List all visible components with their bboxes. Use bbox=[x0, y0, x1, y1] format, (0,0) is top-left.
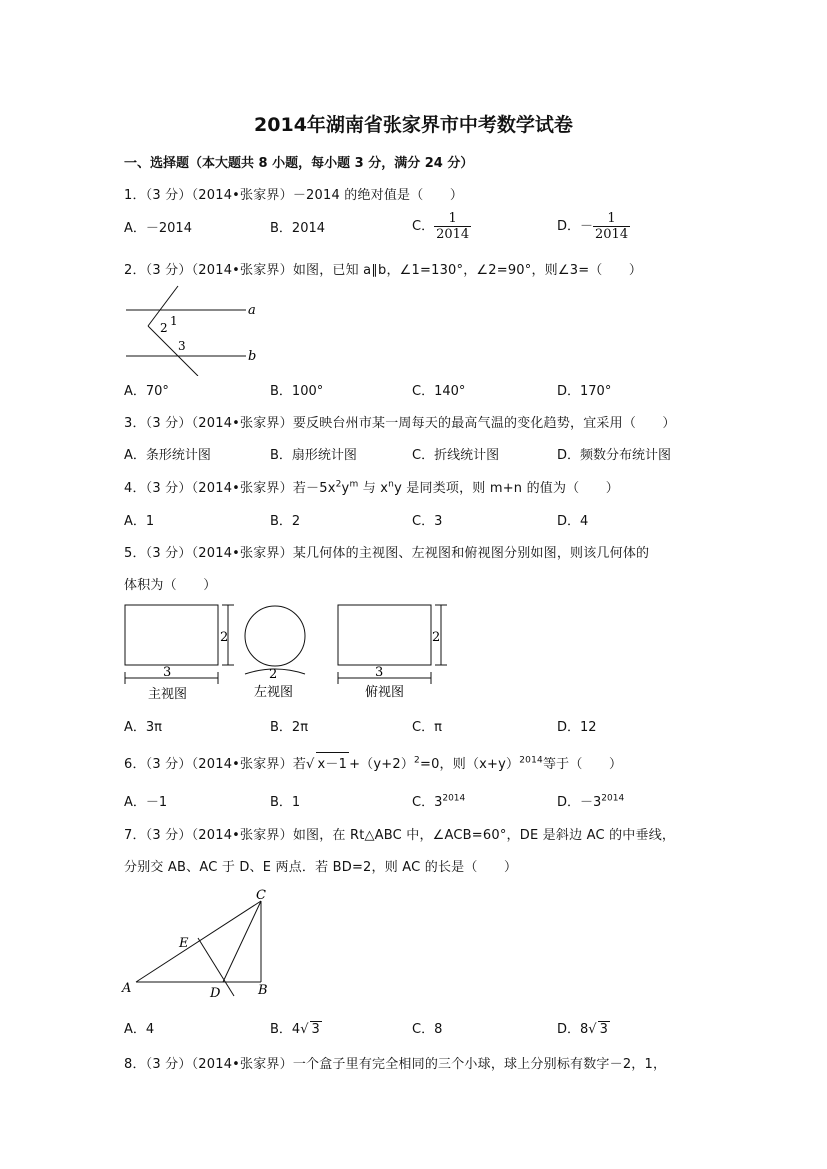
option-c bbox=[412, 211, 471, 242]
exponent: 2014 bbox=[601, 793, 625, 804]
option-c: C．3 bbox=[412, 514, 443, 529]
numerator: 1 bbox=[607, 211, 616, 226]
question-2 bbox=[124, 259, 642, 278]
option-d: D．4 bbox=[557, 514, 589, 529]
option-d bbox=[557, 211, 630, 242]
question-number: 2． bbox=[124, 263, 146, 278]
question-number: 5． bbox=[124, 546, 146, 561]
dim-label: 2 bbox=[432, 630, 441, 645]
option-a: A．3π bbox=[124, 720, 162, 735]
dim-label: 3 bbox=[163, 665, 172, 680]
three-views-figure bbox=[118, 598, 448, 702]
label-b: b bbox=[248, 349, 257, 364]
question-text: y bbox=[341, 481, 350, 496]
exponent: 2014 bbox=[442, 793, 466, 804]
transversal-2 bbox=[148, 326, 198, 376]
option-c: C．8 bbox=[412, 1022, 443, 1037]
option-b: B．2π bbox=[270, 720, 309, 735]
question-text: （3 分）（2014•张家界）若 bbox=[145, 757, 307, 772]
question-text: =0，则（x+y） bbox=[419, 757, 520, 772]
label-D: D bbox=[210, 986, 221, 1001]
label-B: B bbox=[258, 983, 268, 998]
question-7 bbox=[124, 824, 675, 843]
option-d: D．170° bbox=[557, 384, 612, 399]
label-angle-1: 1 bbox=[170, 314, 178, 328]
option-c: C．π bbox=[412, 720, 442, 735]
page-title: 2014年湖南省张家界市中考数学试卷 bbox=[254, 114, 573, 136]
label-a: a bbox=[248, 303, 256, 318]
question-text: y 是同类项，则 m+n 的值为（ ） bbox=[394, 481, 619, 496]
label-A: A bbox=[122, 981, 132, 996]
question-text: 等于（ ） bbox=[542, 757, 623, 772]
numerator: 1 bbox=[448, 211, 457, 226]
label-C: C bbox=[256, 888, 266, 903]
option-c bbox=[412, 791, 465, 810]
denominator: 2014 bbox=[436, 227, 470, 242]
exponent: n bbox=[388, 479, 395, 490]
option-b: B．2014 bbox=[270, 221, 326, 236]
option-text: D．－3 bbox=[557, 795, 602, 810]
option-text: C．3 bbox=[412, 795, 443, 810]
question-number: 1． bbox=[124, 188, 146, 203]
question-text: +（y+2） bbox=[349, 757, 415, 772]
question-text: （3 分）（2014•张家界）一个盒子里有完全相同的三个小球，球上分别标有数字－2，1， bbox=[145, 1057, 667, 1072]
question-7-line2: 分别交 AB、AC 于 D、E 两点．若 BD=2，则 AC 的长是（ ） bbox=[124, 860, 518, 875]
option-text: B．4 bbox=[270, 1022, 301, 1037]
radicand: 3 bbox=[599, 1022, 608, 1037]
radical-sign: √ bbox=[588, 1022, 597, 1037]
exponent: 2 bbox=[335, 479, 342, 490]
question-3 bbox=[124, 412, 676, 431]
exponent: 2 bbox=[414, 755, 420, 766]
radicand: 3 bbox=[311, 1022, 320, 1037]
option-d bbox=[557, 1018, 610, 1037]
question-1 bbox=[124, 184, 463, 203]
question-8 bbox=[124, 1053, 666, 1072]
option-text: D．8 bbox=[557, 1022, 589, 1037]
question-text: （3 分）（2014•张家界）－2014 的绝对值是（ ） bbox=[145, 188, 464, 203]
option-d: D．频数分布统计图 bbox=[557, 448, 672, 463]
question-text: （3 分）（2014•张家界）若－5x bbox=[145, 481, 336, 496]
question-6 bbox=[124, 752, 622, 772]
question-number: 3． bbox=[124, 416, 146, 431]
exponent: 2014 bbox=[519, 755, 543, 766]
question-text: （3 分）（2014•张家界）如图，已知 a∥b，∠1=130°，∠2=90°，则∠3=（ ） bbox=[145, 263, 643, 278]
triangle-figure bbox=[118, 884, 288, 1004]
option-b: B．1 bbox=[270, 795, 301, 810]
option-d: D．12 bbox=[557, 720, 597, 735]
question-number: 7． bbox=[124, 828, 146, 843]
question-text: （3 分）（2014•张家界）如图，在 Rt△ABC 中，∠ACB=60°，DE 是斜边 AC 的中垂线， bbox=[145, 828, 676, 843]
denominator: 2014 bbox=[595, 227, 629, 242]
caption-left: 左视图 bbox=[254, 685, 294, 700]
option-a: A．条形统计图 bbox=[124, 448, 211, 463]
front-view-rect bbox=[125, 605, 218, 665]
option-b: B．扇形统计图 bbox=[270, 448, 357, 463]
caption-front: 主视图 bbox=[148, 687, 188, 702]
radical-sign: √ bbox=[306, 757, 315, 772]
question-text: （3 分）（2014•张家界）要反映台州市某一周每天的最高气温的变化趋势，宜采用（ ） bbox=[145, 416, 676, 431]
question-text: （3 分）（2014•张家界）某几何体的主视图、左视图和俯视图分别如图，则该几何体的 bbox=[145, 546, 650, 561]
dim-label: 2 bbox=[220, 630, 229, 645]
question-4 bbox=[124, 477, 619, 496]
option-a: A．70° bbox=[124, 384, 169, 399]
option-label: D．－ bbox=[557, 219, 594, 234]
top-view-rect bbox=[338, 605, 431, 665]
question-number: 6． bbox=[124, 757, 146, 772]
radical-sign: √ bbox=[300, 1022, 309, 1037]
question-number: 8． bbox=[124, 1057, 146, 1072]
option-c: C．折线统计图 bbox=[412, 448, 500, 463]
dim-label: 2 bbox=[269, 667, 278, 682]
option-label: C． bbox=[412, 219, 435, 234]
question-5-line2: 体积为（ ） bbox=[124, 578, 217, 593]
question-text: 与 x bbox=[358, 481, 389, 496]
fraction bbox=[434, 211, 471, 242]
option-d bbox=[557, 791, 624, 810]
label-E: E bbox=[179, 936, 189, 951]
option-b bbox=[270, 1018, 322, 1037]
radicand: x－1 bbox=[316, 752, 350, 772]
parallel-lines-figure bbox=[120, 284, 280, 376]
option-a: A．－1 bbox=[124, 795, 168, 810]
option-a: A．4 bbox=[124, 1022, 155, 1037]
question-number: 4． bbox=[124, 481, 146, 496]
exponent: m bbox=[349, 479, 359, 490]
option-b: B．2 bbox=[270, 514, 301, 529]
left-view-circle bbox=[245, 606, 305, 666]
fraction bbox=[593, 211, 630, 242]
label-angle-3: 3 bbox=[178, 339, 186, 353]
option-c: C．140° bbox=[412, 384, 466, 399]
label-angle-2: 2 bbox=[160, 321, 168, 335]
dim-label: 3 bbox=[375, 665, 384, 680]
caption-top: 俯视图 bbox=[365, 685, 405, 700]
option-a: A．1 bbox=[124, 514, 155, 529]
question-5 bbox=[124, 542, 649, 561]
option-a: A．－2014 bbox=[124, 221, 192, 236]
section-heading: 一、选择题（本大题共 8 小题，每小题 3 分，满分 24 分） bbox=[124, 156, 474, 171]
option-b: B．100° bbox=[270, 384, 324, 399]
